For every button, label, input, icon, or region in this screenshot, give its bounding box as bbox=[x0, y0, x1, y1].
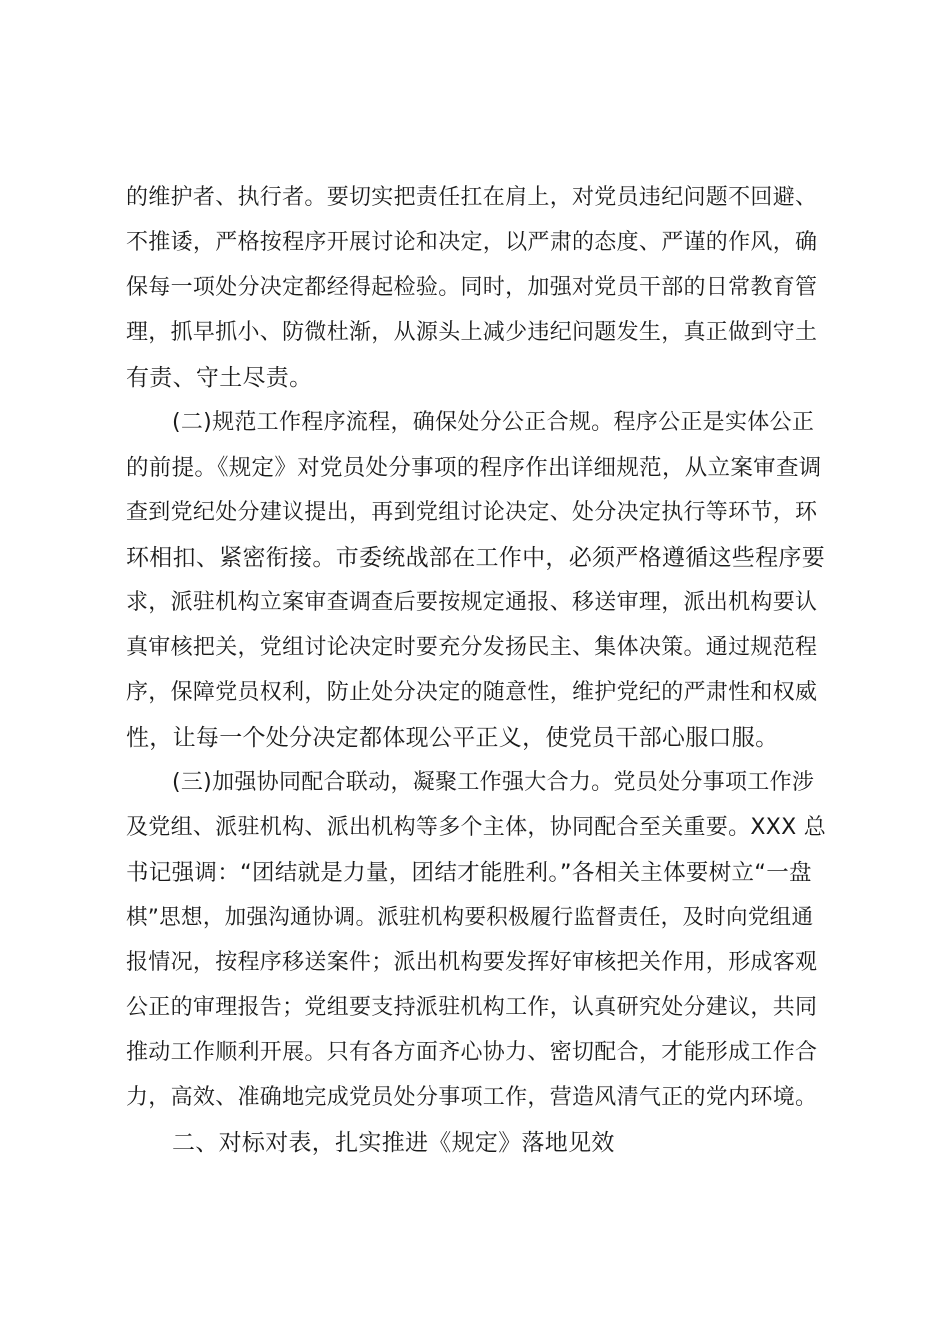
paragraph-line: 真审核把关，党组讨论决定时要充分发扬民主、集体决策。通过规范程 bbox=[126, 635, 818, 660]
paragraph-line: 有责、守土尽责。 bbox=[126, 365, 313, 391]
chapter-heading: 二、对标对表，扎实推进《规定》落地见效 bbox=[172, 1130, 615, 1156]
paragraph-line: 书记强调：“团结就是力量，团结才能胜利。”各相关主体要树立“一盘 bbox=[126, 860, 812, 886]
paragraph-line: 环相扣、紧密衔接。市委统战部在工作中，必须严格遵循这些程序要 bbox=[126, 545, 825, 571]
paragraph-line: 力，高效、准确地完成党员处分事项工作，营造风清气正的党内环境。 bbox=[126, 1085, 818, 1110]
paragraph-line: 性，让每一个处分决定都体现公平正义，使党员干部心服口服。 bbox=[126, 725, 779, 751]
paragraph-line: 理，抓早抓小、防微杜渐，从源头上减少违纪问题发生，真正做到守土 bbox=[126, 320, 818, 345]
paragraph-line: 的前提。《规定》对党员处分事项的程序作出详细规范，从立案审查调 bbox=[126, 455, 822, 481]
paragraph-line: 求，派驻机构立案审查调查后要按规定通报、移送审理，派出机构要认 bbox=[126, 590, 818, 615]
paragraph-line: 不推诿，严格按程序开展讨论和决定，以严肃的态度、严谨的作风，确 bbox=[126, 230, 818, 255]
paragraph-line: 棋”思想，加强沟通协调。派驻机构要积极履行监督责任，及时向党组通 bbox=[126, 905, 814, 930]
paragraph-line: 序，保障党员权利，防止处分决定的随意性，维护党纪的严肃性和权威 bbox=[126, 680, 818, 705]
paragraph-line: 公正的审理报告；党组要支持派驻机构工作，认真研究处分建议，共同 bbox=[126, 995, 818, 1020]
section-heading-3: (三)加强协同配合联动，凝聚工作强大合力。党员处分事项工作涉 bbox=[172, 770, 815, 795]
paragraph-line: 的维护者、执行者。要切实把责任扛在肩上，对党员违纪问题不回避、 bbox=[126, 185, 818, 210]
paragraph-line: 推动工作顺利开展。只有各方面齐心协力、密切配合，才能形成工作合 bbox=[126, 1040, 818, 1065]
paragraph-line: 及党组、派驻机构、派出机构等多个主体，协同配合至关重要。XXX 总 bbox=[126, 815, 827, 840]
paragraph-line: 保每一项处分决定都经得起检验。同时，加强对党员干部的日常教育管 bbox=[126, 275, 818, 300]
section-heading-2: (二)规范工作程序流程，确保处分公正合规。程序公正是实体公正 bbox=[172, 410, 815, 435]
paragraph-line: 报情况，按程序移送案件；派出机构要发挥好审核把关作用，形成客观 bbox=[126, 950, 818, 975]
paragraph-line: 查到党纪处分建议提出，再到党组讨论决定、处分决定执行等环节，环 bbox=[126, 500, 818, 525]
